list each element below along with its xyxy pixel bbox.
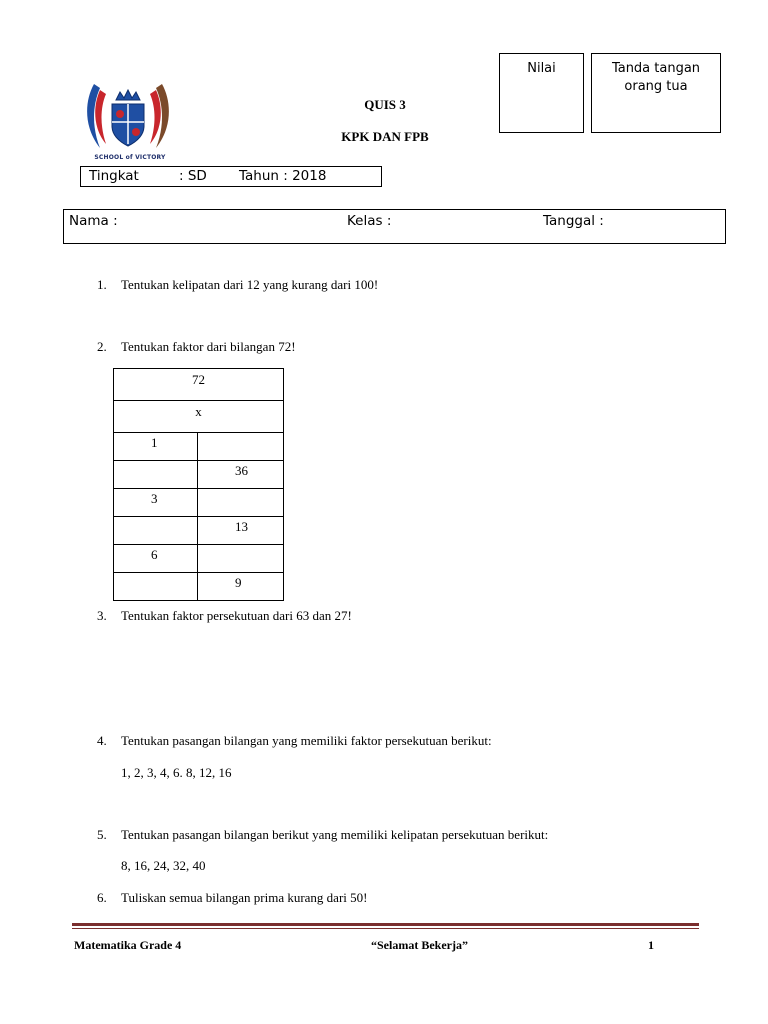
footer-page-number: 1 <box>648 938 654 952</box>
school-crest-icon <box>80 78 176 164</box>
table-cell: 9 <box>198 573 284 601</box>
table-cell: 6 <box>114 545 198 573</box>
signature-box <box>591 53 721 133</box>
question-4-number: 4. <box>97 733 107 748</box>
question-2-number: 2. <box>97 339 107 354</box>
table-row <box>114 433 284 461</box>
table-row <box>114 517 284 545</box>
quiz-subtitle: KPK DAN FPB <box>341 129 429 144</box>
question-6-number: 6. <box>97 890 107 905</box>
table-row <box>114 461 284 489</box>
tingkat-label: Tingkat <box>89 168 139 184</box>
table-cell <box>114 573 198 601</box>
table-cell: 3 <box>114 489 198 517</box>
question-6-text: Tuliskan semua bilangan prima kurang dari 50! <box>121 890 368 905</box>
table-row <box>114 369 284 401</box>
tingkat-value: : SD <box>179 168 207 184</box>
table-cell: 1 <box>114 433 198 461</box>
footer-motto: “Selamat Bekerja” <box>371 938 468 952</box>
table-cell <box>198 433 284 461</box>
table-row <box>114 573 284 601</box>
question-4-detail: 1, 2, 3, 4, 6. 8, 12, 16 <box>121 765 232 780</box>
table-row <box>114 489 284 517</box>
table-cell <box>114 461 198 489</box>
question-4-text: Tentukan pasangan bilangan yang memiliki faktor persekutuan berikut: <box>121 733 492 748</box>
question-5-text: Tentukan pasangan bilangan berikut yang memiliki kelipatan persekutuan berikut: <box>121 827 549 842</box>
tanggal-field: Tanggal : <box>543 213 604 229</box>
footer-divider-thin <box>72 928 699 929</box>
table-header-cell: 72 <box>114 369 284 401</box>
kelas-field: Kelas : <box>347 213 392 229</box>
table-cell <box>198 545 284 573</box>
signature-label: Tanda tangan orang tua <box>611 61 701 94</box>
table-operator-cell: x <box>114 401 284 433</box>
nilai-label: Nilai <box>527 61 556 76</box>
tahun-field: Tahun : 2018 <box>239 168 327 184</box>
table-row <box>114 545 284 573</box>
table-cell: 36 <box>198 461 284 489</box>
factor-table <box>113 368 284 601</box>
nilai-box <box>499 53 584 133</box>
question-2-text: Tentukan faktor dari bilangan 72! <box>121 339 296 354</box>
question-1-number: 1. <box>97 277 107 292</box>
table-cell: 13 <box>198 517 284 545</box>
level-year-box <box>80 166 382 187</box>
question-3-number: 3. <box>97 608 107 623</box>
question-5-number: 5. <box>97 827 107 842</box>
logo-caption: SCHOOL of VICTORY <box>94 154 166 161</box>
school-logo <box>80 78 176 164</box>
question-5-detail: 8, 16, 24, 32, 40 <box>121 858 206 873</box>
footer-subject: Matematika Grade 4 <box>74 938 182 952</box>
table-cell <box>114 517 198 545</box>
table-cell <box>198 489 284 517</box>
quiz-title: QUIS 3 <box>364 97 406 112</box>
question-3-text: Tentukan faktor persekutuan dari 63 dan 27! <box>121 608 352 623</box>
footer-divider-thick <box>72 923 699 926</box>
table-row <box>114 401 284 433</box>
question-1-text: Tentukan kelipatan dari 12 yang kurang dari 100! <box>121 277 379 292</box>
nama-field: Nama : <box>69 213 118 229</box>
student-identity-box <box>63 209 726 244</box>
